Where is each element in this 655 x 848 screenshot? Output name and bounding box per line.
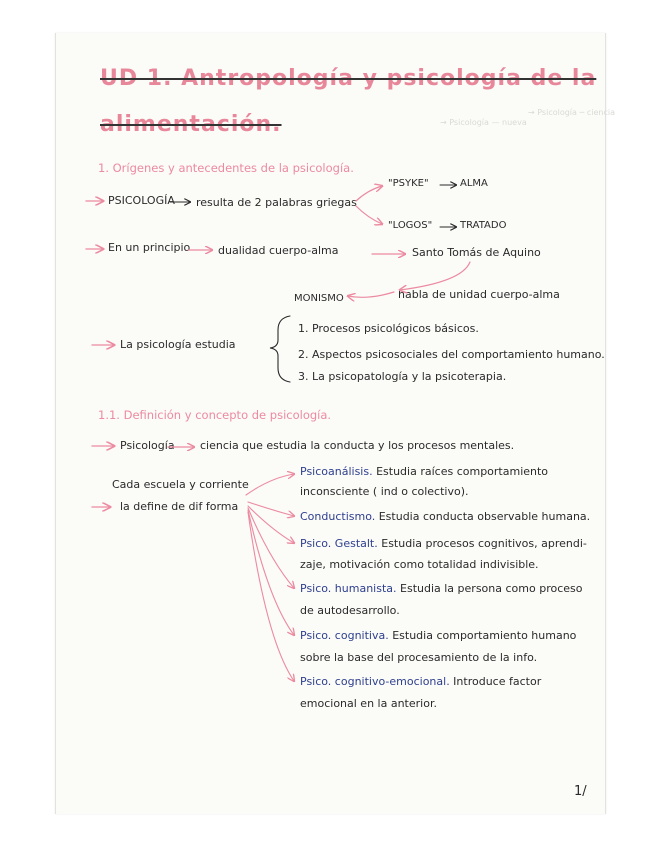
- section-heading-1: 1. Orígenes y antecedentes de la psicología.: [98, 161, 354, 175]
- section-heading-1-1: 1.1. Definición y concepto de psicología.: [98, 408, 332, 422]
- branch-arrow: [356, 206, 382, 224]
- psicologia-def-label: Psicología: [120, 439, 175, 452]
- page-title-line1: UD 1. Antropología y psicología de la: [100, 66, 597, 91]
- school-cognitivo-emocional: Psico. cognitivo-emocional. Introduce factor: [300, 675, 542, 688]
- principio-text: En un principio: [108, 241, 191, 254]
- estudia-item-2: 2. Aspectos psicosociales del comportamiento humano.: [298, 348, 605, 361]
- school-humanista-cont: de autodesarrollo.: [300, 604, 400, 617]
- estudia-item-3: 3. La psicopatología y la psicoterapia.: [298, 370, 507, 383]
- resulta-text: resulta de 2 palabras griegas: [196, 196, 357, 209]
- escuela-text-2: la define de dif forma: [120, 500, 239, 513]
- fan-arrow: [246, 474, 294, 495]
- dualidad-text: dualidad cuerpo-alma: [218, 244, 339, 257]
- logos-label: "LOGOS": [388, 220, 433, 231]
- estudia-text: La psicología estudia: [120, 338, 236, 351]
- tratado-label: TRATADO: [460, 220, 507, 231]
- fan-arrow: [248, 510, 294, 635]
- school-psicoanalisis-cont: inconsciente ( ind o colectivo).: [300, 485, 469, 498]
- school-psicoanalisis: Psicoanálisis. Estudia raíces comportamiento: [300, 465, 549, 478]
- santo-tomas-text: Santo Tomás de Aquino: [412, 246, 541, 259]
- monismo-label: MONISMO: [294, 293, 344, 304]
- page-title-line2: alimentación.: [100, 112, 282, 137]
- school-cognitiva-cont: sobre la base del procesamiento de la info.: [300, 651, 538, 664]
- fan-arrow: [248, 508, 294, 588]
- bleed-through-text: → Psicología — nueva: [440, 118, 527, 127]
- fan-arrow: [248, 502, 294, 516]
- psicologia-label: PSICOLOGÍA: [108, 194, 175, 207]
- escuela-text-1: Cada escuela y corriente: [112, 478, 249, 491]
- bracket: [270, 316, 290, 382]
- curve-arrow: [348, 292, 394, 297]
- school-gestalt: Psico. Gestalt. Estudia procesos cognitivos, aprendi-: [300, 537, 587, 550]
- school-conductismo: Conductismo. Estudia conducta observable humana.: [300, 510, 591, 523]
- page-number: 1/: [574, 784, 587, 799]
- curve-arrow: [400, 262, 470, 290]
- psyke-label: "PSYKE": [388, 178, 429, 189]
- alma-label: ALMA: [460, 178, 488, 189]
- school-humanista: Psico. humanista. Estudia la persona como proceso: [300, 582, 583, 595]
- school-cognitivo-emocional-cont: emocional en la anterior.: [300, 697, 437, 710]
- ciencia-text: ciencia que estudia la conducta y los procesos mentales.: [200, 439, 515, 452]
- school-gestalt-cont: zaje, motivación como totalidad indivisible.: [300, 558, 539, 571]
- school-cognitiva: Psico. cognitiva. Estudia comportamiento humano: [300, 629, 577, 642]
- branch-arrow: [356, 186, 382, 201]
- estudia-item-1: 1. Procesos psicológicos básicos.: [298, 322, 479, 335]
- bleed-through-text: → Psicología ─ ciencia: [528, 108, 615, 117]
- unidad-text: habla de unidad cuerpo-alma: [398, 288, 560, 301]
